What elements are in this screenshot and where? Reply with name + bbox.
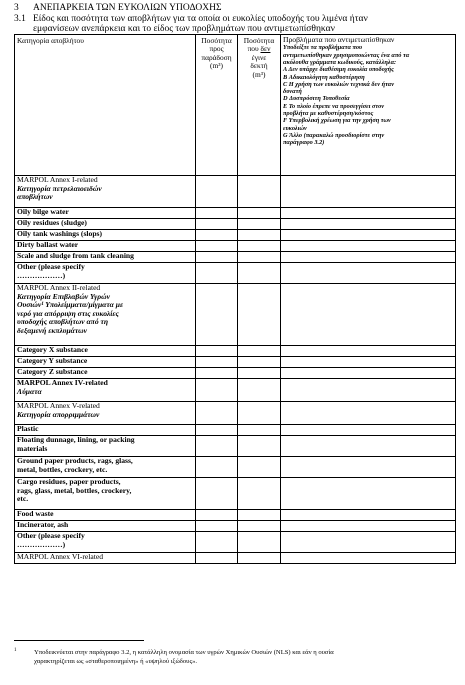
waste-category-text: Cargo residues, paper products,	[17, 477, 121, 486]
waste-category-text: Category Z substance	[17, 367, 88, 376]
waste-category-cell	[15, 402, 196, 425]
header-problems-codes	[283, 44, 453, 146]
problem-code-cell[interactable]	[281, 510, 456, 521]
waste-category-cell	[15, 510, 196, 521]
subsection-number: 3.1	[14, 14, 26, 24]
header-qty-not-accepted-l4: δεκτή	[250, 61, 268, 71]
problem-code-cell[interactable]	[281, 357, 456, 368]
table-row	[15, 241, 456, 252]
problem-code-cell[interactable]	[281, 521, 456, 532]
waste-category-cell	[15, 553, 196, 564]
problem-code-cell[interactable]	[281, 346, 456, 357]
waste-category-text: Ground paper products, rags, glass,	[17, 456, 133, 465]
waste-category-text: Oily bilge water	[17, 207, 69, 216]
qty-delivered-cell[interactable]	[196, 368, 238, 379]
waste-category-text: υποδοχής αποβλήτων από τη	[17, 317, 109, 327]
qty-delivered-cell[interactable]	[196, 241, 238, 252]
waste-category-text: etc.	[17, 494, 29, 504]
problem-code-line: F Υπερβολική χρέωση για την χρήση των	[283, 117, 391, 125]
footnote-separator	[14, 640, 144, 641]
problem-code-line: παράγραφο 3.2)	[283, 139, 325, 147]
waste-category-text: Other (please specify	[17, 262, 85, 271]
waste-category-text: Κατηγορία απορριμμάτων	[17, 409, 100, 419]
table-row	[15, 402, 456, 425]
waste-category-cell	[15, 436, 196, 457]
waste-category-cell	[15, 252, 196, 263]
waste-category-cell	[15, 379, 196, 402]
header-category	[15, 35, 196, 176]
table-row	[15, 284, 456, 346]
qty-delivered-cell[interactable]	[196, 219, 238, 230]
qty-delivered-cell[interactable]	[196, 357, 238, 368]
waste-category-text: materials	[17, 443, 48, 453]
problem-code-line: D Δυσπρόσιτη Τοποθεσία	[283, 95, 350, 103]
problem-code-cell[interactable]	[281, 263, 456, 284]
waste-category-text: Other (please specify	[17, 531, 85, 540]
qty-not-accepted-cell[interactable]	[238, 241, 281, 252]
problem-code-line: G Άλλο (παρακαλώ προσδιορίστε στην	[283, 131, 385, 139]
waste-category-text: MARPOL Annex IV-related	[17, 378, 108, 387]
table-row	[15, 176, 456, 208]
section-title: ΑΝΕΠΑΡΚΕΙΑ ΤΩΝ ΕΥΚΟΛΙΩΝ ΥΠΟΔΟΧΗΣ	[33, 3, 222, 13]
waste-category-cell	[15, 346, 196, 357]
waste-category-text: Dirty ballast water	[17, 240, 79, 249]
waste-category-cell	[15, 425, 196, 436]
waste-category-text: νερό για απόρριψη στις ευκολίες	[17, 308, 119, 318]
qty-delivered-cell[interactable]	[196, 252, 238, 263]
waste-category-text: MARPOL Annex VI-related	[17, 552, 104, 561]
table-row	[15, 368, 456, 379]
waste-category-text: ………………)	[17, 270, 66, 280]
problem-code-cell[interactable]	[281, 425, 456, 436]
waste-category-cell	[15, 284, 196, 346]
qty-not-accepted-cell[interactable]	[238, 357, 281, 368]
table-row	[15, 346, 456, 357]
problem-code-cell[interactable]	[281, 478, 456, 510]
header-qty-not-accepted-l2a: που	[247, 44, 261, 54]
qty-delivered-cell[interactable]	[196, 457, 238, 478]
header-qty-delivered-l3: παράδοση	[201, 52, 232, 62]
header-qty-not-accepted-l1: Ποσότητα	[243, 36, 275, 45]
table-row	[15, 219, 456, 230]
waste-category-cell	[15, 357, 196, 368]
qty-not-accepted-cell[interactable]	[238, 436, 281, 457]
qty-delivered-cell[interactable]	[196, 176, 238, 208]
qty-not-accepted-cell[interactable]	[238, 478, 281, 510]
waste-category-text: MARPOL Annex II-related	[17, 283, 101, 292]
qty-delivered-cell[interactable]	[196, 284, 238, 346]
footnote-line1: Υποδεικνύεται στην παράγραφο 3.2, η κατάλληλη ονομασία των υγρών Χημικών Ουσιών (NLS) και εάν η ουσία	[34, 649, 334, 656]
qty-delivered-cell[interactable]	[196, 379, 238, 402]
waste-category-text: Category Y substance	[17, 356, 88, 365]
waste-category-cell	[15, 208, 196, 219]
problem-code-cell[interactable]	[281, 379, 456, 402]
table-row	[15, 252, 456, 263]
section-number: 3	[14, 3, 19, 13]
qty-not-accepted-cell[interactable]	[238, 532, 281, 553]
problem-code-line: B Αδικαιολόγητη καθυστέρηση	[283, 73, 365, 81]
header-qty-delivered-l2: προς	[209, 44, 224, 54]
waste-category-text: Ουσιών¹ Υπολείμματα/μίγματα με	[17, 300, 124, 310]
table-row	[15, 425, 456, 436]
problem-code-cell[interactable]	[281, 368, 456, 379]
waste-category-cell	[15, 230, 196, 241]
qty-not-accepted-cell[interactable]	[238, 510, 281, 521]
problem-code-cell[interactable]	[281, 241, 456, 252]
waste-inadequacy-table	[14, 34, 456, 564]
table-row	[15, 510, 456, 521]
qty-delivered-cell[interactable]	[196, 230, 238, 241]
problem-code-line: E Το πλοίο έπρεπε να προσεγγίσει στον	[283, 102, 385, 110]
problem-code-cell[interactable]	[281, 436, 456, 457]
waste-category-text: Oily tank washings (slops)	[17, 229, 103, 238]
waste-category-text: metal, bottles, crockery, etc.	[17, 464, 108, 474]
qty-delivered-cell[interactable]	[196, 532, 238, 553]
problem-code-cell[interactable]	[281, 532, 456, 553]
waste-category-cell	[15, 219, 196, 230]
waste-category-text: Incinerator, ash	[17, 520, 69, 529]
subsection-title-line2: εμφανίσεων ανεπάρκεια και το είδος των προβλημάτων που αντιμετωπίσθηκαν	[33, 24, 335, 34]
waste-category-text: MARPOL Annex I-related	[17, 175, 98, 184]
problem-code-cell[interactable]	[281, 284, 456, 346]
problem-code-line: ακόλουθα γράμματα κωδικούς, κατάλληλα:	[283, 59, 397, 66]
table-row	[15, 208, 456, 219]
waste-category-text: Λύματα	[17, 386, 42, 396]
header-qty-not-accepted-l2b: δεν	[260, 44, 271, 54]
table-row	[15, 532, 456, 553]
table-row	[15, 357, 456, 368]
waste-category-text: Κατηγορία Επιβλαβών Υγρών	[17, 291, 110, 301]
problem-code-cell[interactable]	[281, 208, 456, 219]
header-qty-delivered	[196, 35, 238, 176]
header-qty-delivered-unit: (m³)	[210, 61, 223, 71]
waste-category-text: αποβλήτων	[17, 192, 53, 202]
waste-category-text: Oily residues (sludge)	[17, 218, 87, 227]
qty-delivered-cell[interactable]	[196, 521, 238, 532]
qty-not-accepted-cell[interactable]	[238, 263, 281, 284]
subsection-title-line1: Είδος και ποσότητα των αποβλήτων για τα οποία οι ευκολίες υποδοχής του λιμένα ήταν	[33, 14, 368, 24]
waste-category-text: rags, glass, metal, bottles, crockery,	[17, 485, 132, 495]
qty-not-accepted-cell[interactable]	[238, 252, 281, 263]
footnote-mark: 1	[14, 648, 17, 653]
qty-delivered-cell[interactable]	[196, 208, 238, 219]
qty-delivered-cell[interactable]	[196, 478, 238, 510]
table-row	[15, 436, 456, 457]
waste-category-cell	[15, 521, 196, 532]
table-row	[15, 478, 456, 510]
subsection-heading	[14, 14, 368, 24]
problem-code-line: προβλήτα με καθυστέρηση/κόστος	[283, 110, 374, 118]
qty-delivered-cell[interactable]	[196, 402, 238, 425]
header-qty-not-accepted-unit: (m³)	[252, 69, 266, 79]
section-heading	[14, 3, 222, 13]
qty-not-accepted-cell[interactable]	[238, 379, 281, 402]
qty-not-accepted-cell[interactable]	[238, 208, 281, 219]
qty-not-accepted-cell[interactable]	[238, 521, 281, 532]
header-qty-not-accepted-l3: έγινε	[251, 52, 267, 62]
waste-category-cell	[15, 457, 196, 478]
table-row	[15, 553, 456, 564]
qty-delivered-cell[interactable]	[196, 436, 238, 457]
problem-code-line: αντιμετωπίσθηκαν χρησιμοποιώντας ένα από τα	[283, 51, 410, 59]
footnote-line2: χαρακτηρίζεται ως «σταθεροποιημένη» ή «υψηλού ιξώδους».	[34, 658, 198, 665]
header-qty-delivered-l1: Ποσότητα	[201, 36, 232, 45]
problem-code-cell[interactable]	[281, 457, 456, 478]
table-row	[15, 521, 456, 532]
problem-code-line: Υποδείξτε τα προβλήματα που	[283, 44, 363, 52]
waste-category-cell	[15, 532, 196, 553]
waste-category-text: Category X substance	[17, 345, 88, 354]
waste-category-text: Plastic	[17, 424, 39, 433]
header-qty-not-accepted	[238, 35, 281, 176]
qty-not-accepted-cell[interactable]	[238, 553, 281, 564]
qty-delivered-cell[interactable]	[196, 553, 238, 564]
problem-code-line: C Η χρήση των ευκολιών τεχνικά δεν ήταν	[283, 80, 395, 88]
problem-code-line: ευκολιών	[283, 124, 307, 132]
header-problems	[281, 35, 456, 176]
waste-category-cell	[15, 478, 196, 510]
qty-delivered-cell[interactable]	[196, 346, 238, 357]
qty-not-accepted-cell[interactable]	[238, 425, 281, 436]
problem-code-cell[interactable]	[281, 176, 456, 208]
problem-code-cell[interactable]	[281, 252, 456, 263]
qty-not-accepted-cell[interactable]	[238, 230, 281, 241]
header-problems-title: Προβλήματα που αντιμετωπίσθηκαν	[283, 35, 395, 44]
qty-not-accepted-cell[interactable]	[238, 368, 281, 379]
waste-category-text: MARPOL Annex V-related	[17, 401, 100, 410]
table-row	[15, 457, 456, 478]
problem-code-cell[interactable]	[281, 230, 456, 241]
table-header-row	[15, 35, 456, 176]
footnote	[14, 648, 455, 666]
waste-category-text: δεξαμενή εκπλυμάτων	[17, 325, 88, 335]
problem-code-cell[interactable]	[281, 219, 456, 230]
table-row	[15, 379, 456, 402]
problem-code-cell[interactable]	[281, 553, 456, 564]
waste-category-cell	[15, 176, 196, 208]
problem-code-cell[interactable]	[281, 402, 456, 425]
qty-not-accepted-cell[interactable]	[238, 219, 281, 230]
waste-category-text: Κατηγορία πετρελαιοειδών	[17, 183, 102, 193]
qty-not-accepted-cell[interactable]	[238, 457, 281, 478]
problem-code-line: δυνατή	[283, 88, 302, 96]
qty-not-accepted-cell[interactable]	[238, 402, 281, 425]
table-row	[15, 230, 456, 241]
waste-category-text: Scale and sludge from tank cleaning	[17, 251, 134, 260]
waste-category-text: Floating dunnage, lining, or packing	[17, 435, 135, 444]
qty-delivered-cell[interactable]	[196, 263, 238, 284]
waste-category-cell	[15, 368, 196, 379]
waste-category-text: ………………)	[17, 539, 66, 549]
qty-not-accepted-cell[interactable]	[238, 284, 281, 346]
waste-category-cell	[15, 263, 196, 284]
problem-code-line: A Δεν υπάρχε διαθέσιμη ευκολία υποδοχής	[283, 66, 394, 74]
qty-delivered-cell[interactable]	[196, 510, 238, 521]
waste-category-cell	[15, 241, 196, 252]
header-category-label: Κατηγορία αποβλήτου	[17, 36, 84, 45]
qty-not-accepted-cell[interactable]	[238, 176, 281, 208]
waste-category-text: Food waste	[17, 509, 54, 518]
qty-not-accepted-cell[interactable]	[238, 346, 281, 357]
table-row	[15, 263, 456, 284]
qty-delivered-cell[interactable]	[196, 425, 238, 436]
